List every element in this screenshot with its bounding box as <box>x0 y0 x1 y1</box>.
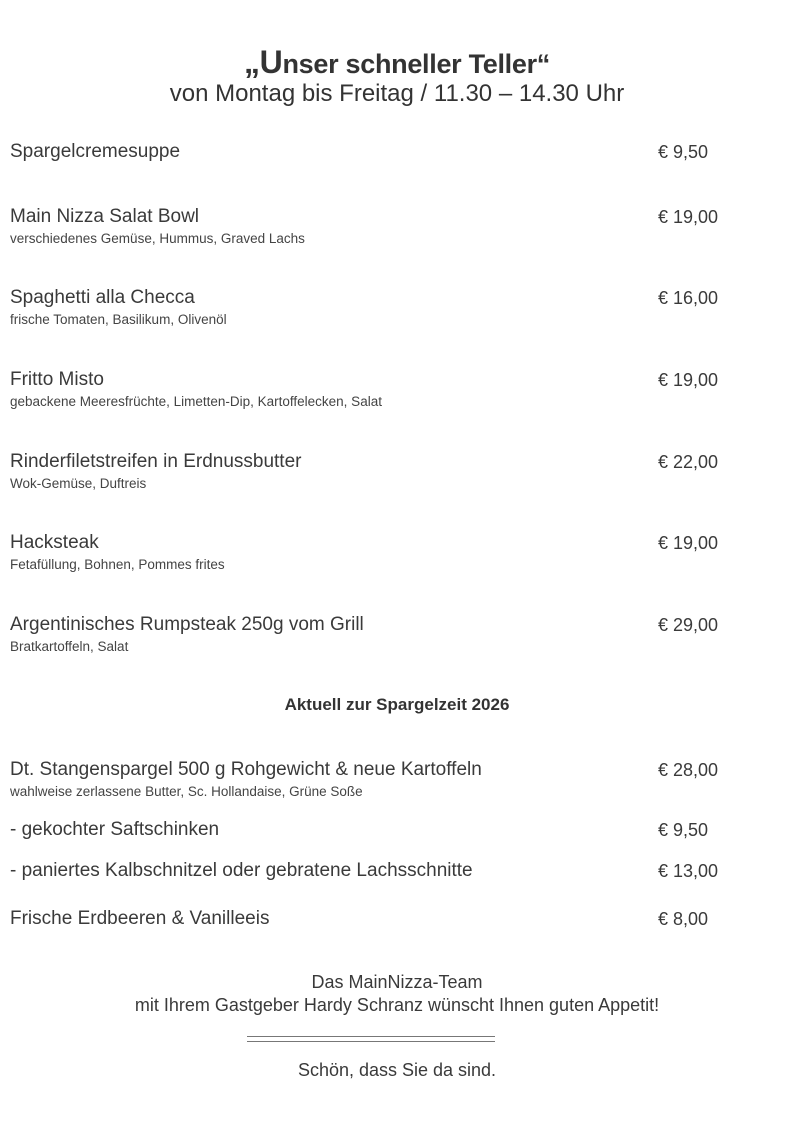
special-item-name: - gekochter Saftschinken <box>10 819 220 840</box>
menu-item <box>10 368 750 410</box>
menu-item <box>10 140 750 164</box>
menu-item-price: € 22,00 <box>658 452 719 472</box>
title-rest: nser schneller Teller“ <box>282 49 551 79</box>
footer-divider <box>247 1036 495 1042</box>
menu-item <box>10 531 750 573</box>
menu-item <box>10 613 750 655</box>
menu-item-price: € 29,00 <box>658 615 719 635</box>
menu-item-description: Wok-Gemüse, Duftreis <box>10 476 147 491</box>
menu-item-name: Spaghetti alla Checca <box>10 287 195 308</box>
section-heading: Aktuell zur Spargelzeit 2026 <box>284 695 510 714</box>
menu-item-price: € 9,50 <box>658 142 709 162</box>
page-title <box>0 44 794 81</box>
special-item-name: Frische Erdbeeren & Vanilleeis <box>10 908 270 929</box>
footer-greeting: mit Ihrem Gastgeber Hardy Schranz wünscht Ihnen guten Appetit! <box>134 995 660 1015</box>
special-item <box>10 859 750 883</box>
special-item-name: Dt. Stangenspargel 500 g Rohgewicht & neue Kartoffeln <box>10 759 482 780</box>
menu-item-price: € 16,00 <box>658 288 719 308</box>
title-initial: „U <box>243 44 283 80</box>
menu-item-price: € 19,00 <box>658 370 719 390</box>
special-item-price: € 13,00 <box>658 861 719 881</box>
special-item-price: € 8,00 <box>658 909 709 929</box>
menu-item-name: Argentinisches Rumpsteak 250g vom Grill <box>10 614 364 635</box>
menu-item-description: Fetafüllung, Bohnen, Pommes frites <box>10 557 225 572</box>
footer-closing: Schön, dass Sie da sind. <box>297 1060 497 1080</box>
menu-item <box>10 286 750 328</box>
special-item <box>10 907 750 931</box>
menu-item-description: Bratkartoffeln, Salat <box>10 639 129 654</box>
menu-item-name: Fritto Misto <box>10 369 104 390</box>
menu-item-description: frische Tomaten, Basilikum, Olivenöl <box>10 312 227 327</box>
menu-item <box>10 450 750 492</box>
menu-item-name: Main Nizza Salat Bowl <box>10 206 200 227</box>
menu-item-description: gebackene Meeresfrüchte, Limetten-Dip, Kartoffelecken, Salat <box>10 394 382 409</box>
special-item-description: wahlweise zerlassene Butter, Sc. Hollandaise, Grüne Soße <box>10 784 363 799</box>
special-item-name: - paniertes Kalbschnitzel oder gebratene Lachsschnitte <box>10 860 473 881</box>
special-item <box>10 818 750 842</box>
special-item <box>10 758 750 800</box>
footer-team: Das MainNizza-Team <box>311 972 483 992</box>
menu-item-price: € 19,00 <box>658 533 719 553</box>
menu-item-price: € 19,00 <box>658 207 719 227</box>
menu-item-name: Spargelcremesuppe <box>10 141 181 162</box>
menu-item-name: Rinderfiletstreifen in Erdnussbutter <box>10 451 302 472</box>
special-item-price: € 28,00 <box>658 760 719 780</box>
menu-item <box>10 205 750 247</box>
page-subtitle: von Montag bis Freitag / 11.30 – 14.30 Uhr <box>169 80 625 107</box>
menu-item-name: Hacksteak <box>10 532 99 553</box>
special-item-price: € 9,50 <box>658 820 709 840</box>
menu-item-description: verschiedenes Gemüse, Hummus, Graved Lachs <box>10 231 305 246</box>
